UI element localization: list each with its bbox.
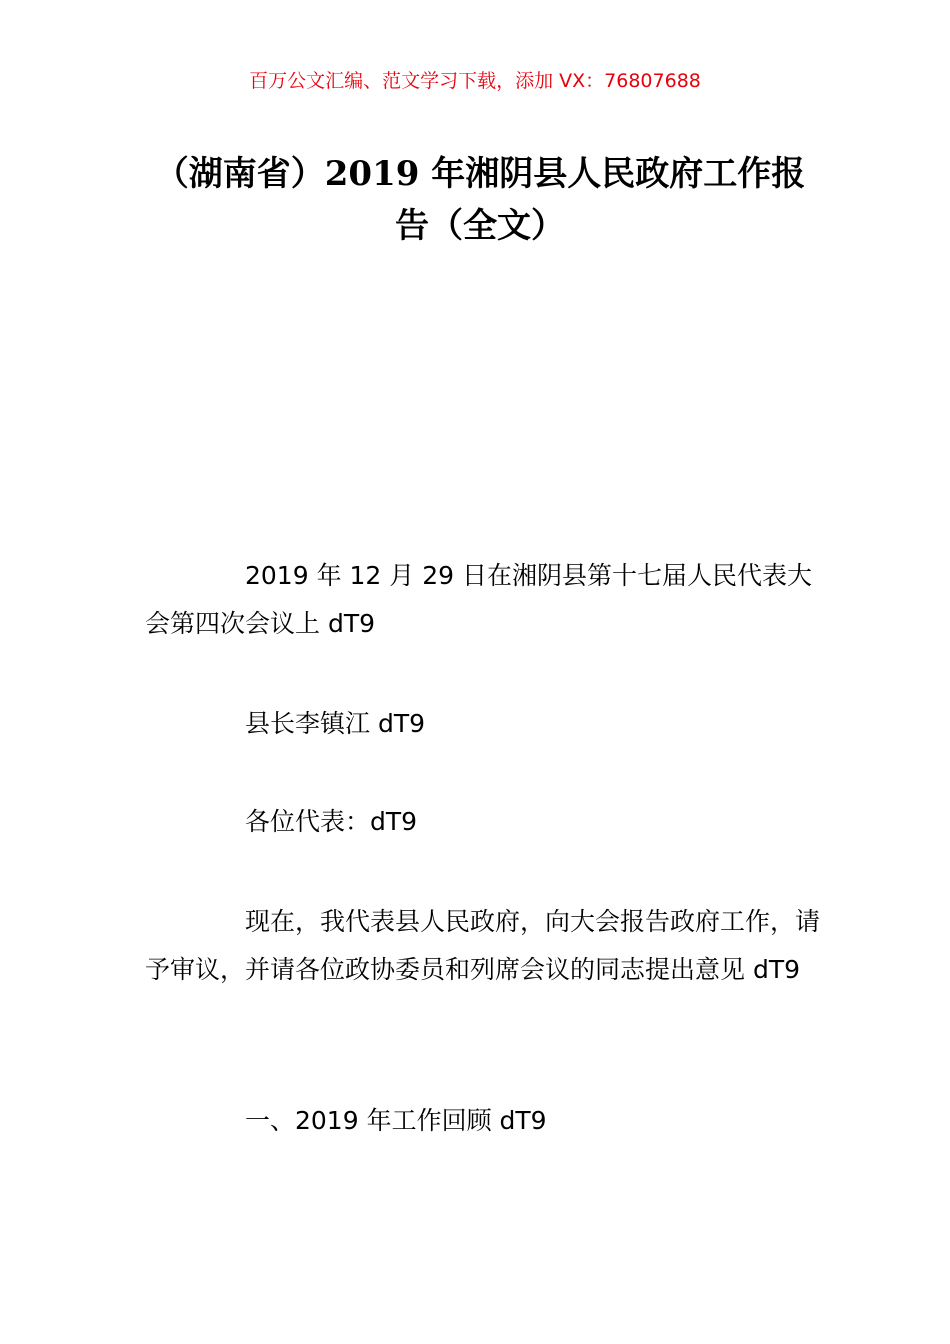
- paragraph-salutation: 各位代表：dT9: [245, 807, 418, 836]
- paragraph-opening: 现在，我代表县人民政府，向大会报告政府工作，请予审议，并请各位政协委员和列席会议的同志提出意见 dT9: [145, 907, 821, 984]
- document-title-line-2: 告（全文）: [395, 206, 565, 246]
- paragraph-speaker: 县长李镇江 dT9: [245, 709, 425, 738]
- paragraph-meeting-info: 2019 年 12 月 29 日在湘阴县第十七届人民代表大会第四次会议上 dT9: [145, 561, 812, 638]
- document-title: [150, 148, 810, 252]
- header-note: 百万公文汇编、范文学习下载，添加 VX：76807688: [249, 70, 701, 92]
- section-heading-review: 一、2019 年工作回顾 dT9: [245, 1106, 547, 1135]
- document-title-line-1: （湖南省）2019 年湘阴县人民政府工作报: [154, 154, 806, 194]
